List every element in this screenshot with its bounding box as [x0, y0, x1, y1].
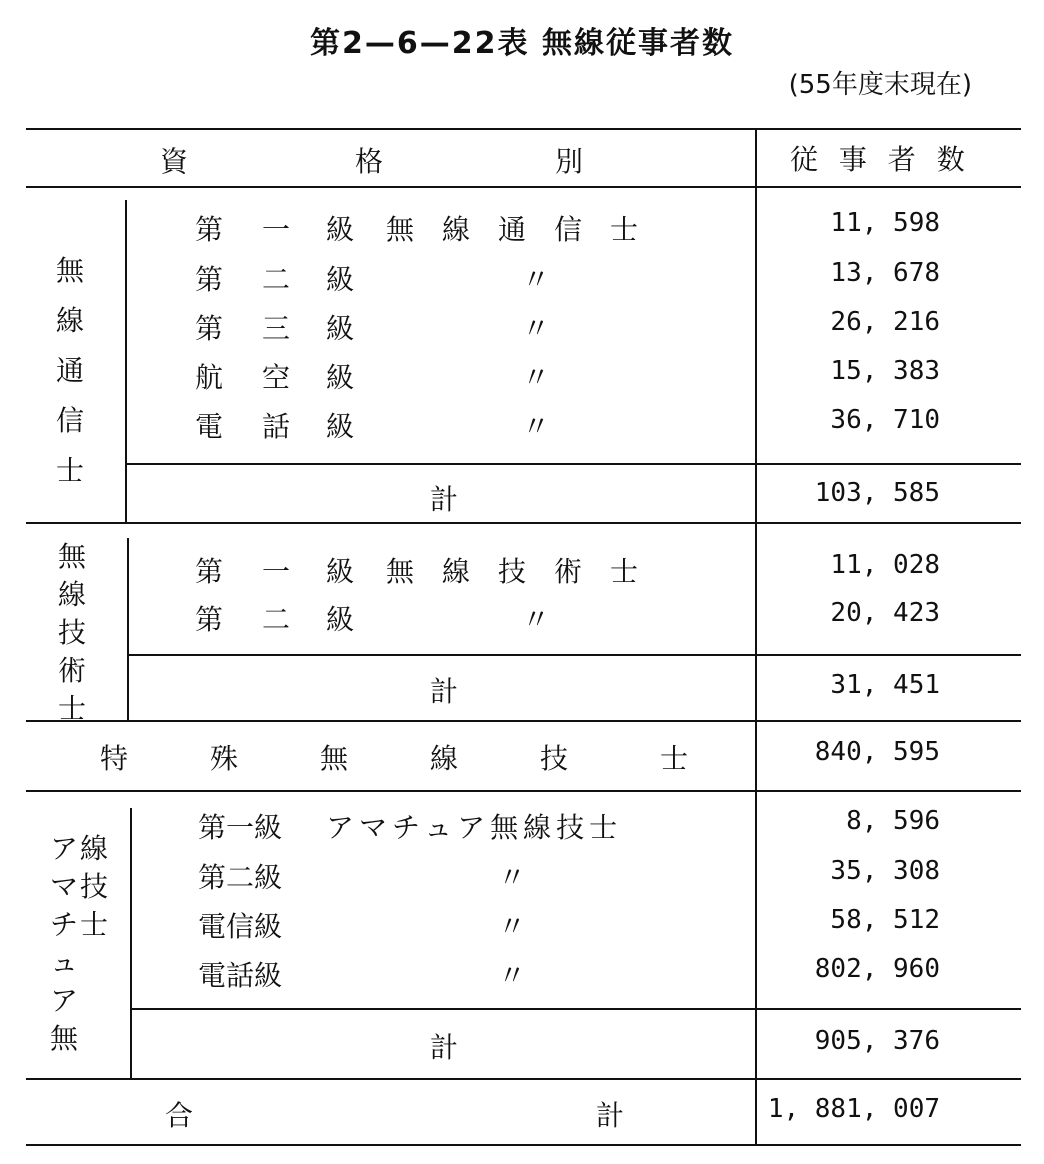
- rule-group1-label: [125, 200, 127, 522]
- rule-group4-bottom: [26, 1078, 1021, 1080]
- ditto-mark: 〃: [522, 603, 551, 636]
- tokushu-label-char: 殊: [210, 742, 239, 775]
- group2-label: [58, 538, 86, 728]
- table-value: 20, 423: [830, 598, 940, 628]
- table-cell: 級: [326, 555, 355, 588]
- table-cell: 第: [195, 603, 224, 636]
- rule-group2-subtotal: [127, 654, 1021, 656]
- table-cell: 一: [262, 555, 291, 588]
- header-col1-a: 資: [160, 145, 189, 178]
- table-cell: 級: [326, 361, 355, 394]
- group1-label-char: 士: [56, 454, 85, 487]
- ditto-mark: 〃: [522, 410, 551, 443]
- subtotal-value: 103, 585: [814, 478, 940, 508]
- group4-label-char: ア: [50, 832, 79, 865]
- table-value: 11, 598: [830, 208, 940, 238]
- grand-total-label-a: 合: [165, 1099, 194, 1132]
- ditto-mark: 〃: [522, 361, 551, 394]
- table-cell: 二: [262, 603, 291, 636]
- table-cell: 電: [195, 410, 224, 443]
- table-cell: 電信級: [198, 910, 283, 943]
- group4-label-char: マ: [50, 870, 79, 903]
- table-value: 26, 216: [830, 307, 940, 337]
- group4-label-col2: [80, 830, 108, 944]
- table-cell: アマチュア無線技士: [326, 811, 623, 844]
- table-cell: 級: [326, 263, 355, 296]
- table-cell: 第一級: [198, 811, 283, 844]
- table-value: 802, 960: [814, 954, 940, 984]
- rule-group4-label: [130, 808, 132, 1078]
- table-cell: 空: [262, 361, 291, 394]
- group4-label-char: 技: [80, 870, 109, 903]
- group1-label: [56, 246, 84, 496]
- group2-label-char: 線: [58, 578, 87, 611]
- table-cell: 二: [262, 263, 291, 296]
- ditto-mark: 〃: [498, 861, 527, 894]
- tokushu-label-char: 特: [100, 742, 129, 775]
- rule-group4-subtotal: [130, 1008, 1021, 1010]
- rule-group2-label: [127, 538, 129, 720]
- ditto-mark: 〃: [522, 263, 551, 296]
- tokushu-label-char: 線: [430, 742, 459, 775]
- group4-label-char: 無: [50, 1022, 79, 1055]
- table-subtitle: (55年度末現在): [788, 70, 972, 100]
- subtotal-label: 計: [430, 483, 459, 516]
- tokushu-label-char: 無: [320, 742, 349, 775]
- tokushu-label-char: 士: [660, 742, 689, 775]
- table-cell: 無 線 通 信 士: [386, 213, 639, 246]
- table-cell: 第: [195, 555, 224, 588]
- subtotal-value: 31, 451: [830, 670, 940, 700]
- header-col1-b: 格: [355, 145, 384, 178]
- group1-label-char: 信: [56, 404, 85, 437]
- group4-label-col1: [50, 830, 78, 1058]
- ditto-mark: 〃: [522, 312, 551, 345]
- rule-bottom: [26, 1144, 1021, 1146]
- rule-group1-subtotal: [127, 463, 1021, 465]
- table-cell: 話: [262, 410, 291, 443]
- header-col1-c: 別: [555, 145, 584, 178]
- group2-label-char: 術: [58, 654, 87, 687]
- table-value: 58, 512: [830, 905, 940, 935]
- table-title: 第2—6—22表 無線従事者数: [310, 26, 734, 61]
- subtotal-label: 計: [430, 1031, 459, 1064]
- group4-label-char: 線: [80, 832, 109, 865]
- table-value: 36, 710: [830, 405, 940, 435]
- table-cell: 電話級: [198, 959, 283, 992]
- tokushu-label-char: 技: [540, 742, 569, 775]
- rule-group1-bottom: [26, 522, 1021, 524]
- group4-label-char: ュ: [50, 946, 79, 979]
- table-value: 13, 678: [830, 258, 940, 288]
- table-cell: 級: [326, 213, 355, 246]
- group2-label-char: 技: [58, 616, 87, 649]
- table-value: 11, 028: [830, 550, 940, 580]
- table-cell: 級: [326, 410, 355, 443]
- group2-label-char: 士: [58, 692, 87, 725]
- rule-top: [26, 128, 1021, 130]
- subtotal-value: 905, 376: [814, 1026, 940, 1056]
- table-cell: 級: [326, 312, 355, 345]
- rule-group2-bottom: [26, 720, 1021, 722]
- group4-label-char: ア: [50, 984, 79, 1017]
- group1-label-char: 無: [56, 254, 85, 287]
- table-value: 35, 308: [830, 856, 940, 886]
- ditto-mark: 〃: [498, 910, 527, 943]
- table-cell: 第: [195, 312, 224, 345]
- header-col2: 従 事 者 数: [790, 143, 971, 176]
- table-cell: 一: [262, 213, 291, 246]
- rule-group3-bottom: [26, 790, 1021, 792]
- table-cell: 第二級: [198, 861, 283, 894]
- table-cell: 第: [195, 213, 224, 246]
- table-value: 8, 596: [846, 806, 940, 836]
- subtotal-label: 計: [430, 675, 459, 708]
- group4-label-char: 士: [80, 908, 109, 941]
- rule-header-bottom: [26, 186, 1021, 188]
- table-cell: 無 線 技 術 士: [386, 555, 639, 588]
- grand-total-label-b: 計: [596, 1099, 625, 1132]
- table-cell: 三: [262, 312, 291, 345]
- table-value: 15, 383: [830, 356, 940, 386]
- grand-total-value: 1, 881, 007: [767, 1094, 940, 1124]
- group1-label-char: 通: [56, 354, 85, 387]
- table-cell: 級: [326, 603, 355, 636]
- tokushu-value: 840, 595: [814, 737, 940, 767]
- group4-label-char: チ: [50, 908, 79, 941]
- group1-label-char: 線: [56, 304, 85, 337]
- group2-label-char: 無: [58, 540, 87, 573]
- table-cell: 航: [195, 361, 224, 394]
- ditto-mark: 〃: [498, 959, 527, 992]
- table-cell: 第: [195, 263, 224, 296]
